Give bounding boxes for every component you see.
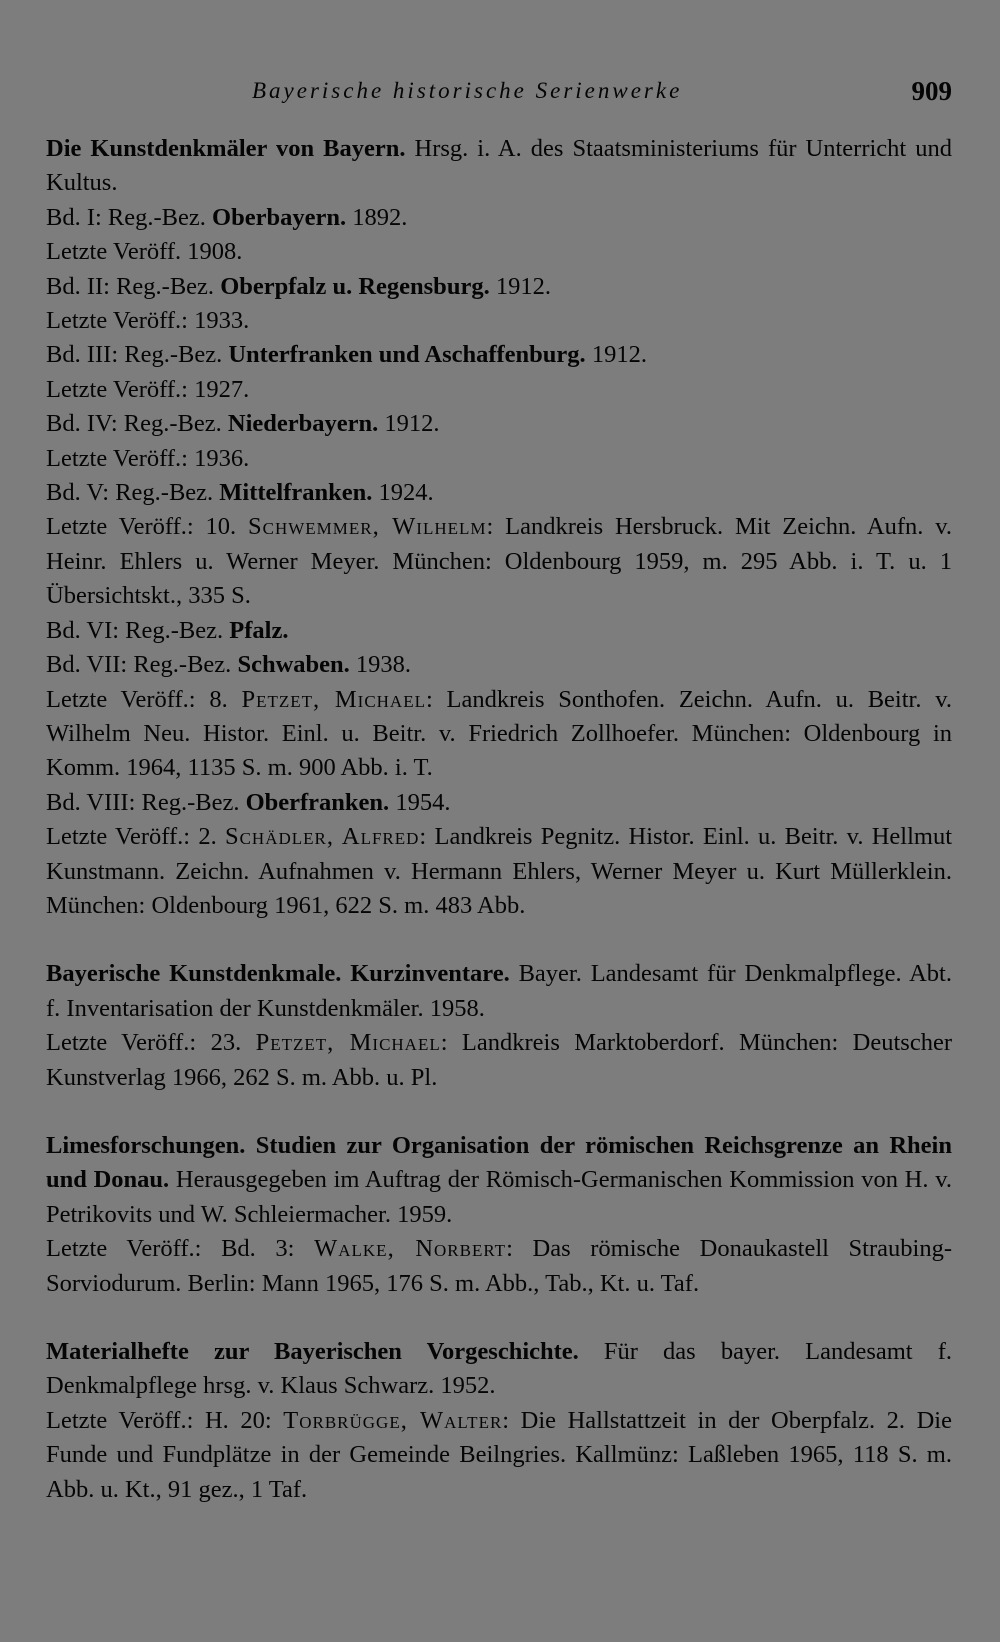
region-name: Oberfranken. xyxy=(245,788,390,816)
latest-publication: Letzte Veröff.: Bd. 3: Walke, Norbert: Das römische Donaukastell Straubing-Sorviodurum. Berlin: Mann 1965, 176 S. m. Abb., Tab., Kt. u. Taf. xyxy=(46,1235,952,1297)
series-title: Materialhefte zur Bayerischen Vorgeschichte. xyxy=(46,1338,579,1365)
volume-line: Bd. III: Reg.-Bez. Unterfranken und Aschaffenburg. 1912. xyxy=(46,341,647,369)
volume-line: Bd. II: Reg.-Bez. Oberpfalz u. Regensburg. 1912. xyxy=(46,272,551,300)
series-intro: Herausgegeben im Auftrag der Römisch-Germanischen Kommission von H. v. Petrikovits und W. Schleiermacher. 1959. xyxy=(46,1166,952,1228)
region-name: Pfalz. xyxy=(229,616,289,644)
volume-line: Bd. I: Reg.-Bez. Oberbayern. 1892. xyxy=(46,203,408,231)
region-name: Oberbayern. xyxy=(212,203,347,231)
volume-line: Bd. IV: Reg.-Bez. Niederbayern. 1912. xyxy=(46,410,440,438)
volume-line: Bd. V: Reg.-Bez. Mittelfranken. 1924. xyxy=(46,479,434,507)
entry-kunstdenkmaeler-bayern xyxy=(46,132,952,923)
series-title: Bayerische Kunstdenkmale. Kurzinventare. xyxy=(46,960,510,988)
entry-heading xyxy=(46,1335,952,1404)
series-intro: Bayer. Landesamt für Denkmalpflege. Abt. f. Inventarisation der Kunstdenkmäler. 1958. xyxy=(46,960,952,1022)
series-title: Die Kunstdenkmäler von Bayern. xyxy=(46,135,406,162)
page-header xyxy=(0,72,1000,112)
series-intro: Hrsg. i. A. des Staatsministeriums für Unterricht und Kultus. xyxy=(46,135,952,197)
author-name: Schwemmer, Wilhelm xyxy=(248,513,487,541)
entry-heading xyxy=(46,132,952,201)
latest-publication: Letzte Veröff.: 23. Petzet, Michael: Landkreis Marktoberdorf. München: Deutscher Kunstverlag 1966, 262 S. m. Abb. u. Pl. xyxy=(46,1029,953,1091)
latest-publication: Letzte Veröff.: 2. Schädler, Alfred: Landkreis Pegnitz. Histor. Einl. u. Beitr. v. Hellmut Kunstmann. Zeichn. Aufnahmen v. Hermann Ehlers, Werner Meyer u. Kurt Müllerklein. München: Oldenbourg 1961, 622 S. m. 483 Abb. xyxy=(46,823,952,919)
author-name: Petzet, Michael xyxy=(255,1029,441,1057)
author-name: Torbrügge, Walter xyxy=(283,1406,503,1434)
author-name: Walke, Norbert xyxy=(314,1235,507,1263)
region-name: Unterfranken und Aschaffenburg. xyxy=(228,341,586,369)
entry-heading xyxy=(46,957,952,1026)
latest-publication: Letzte Veröff.: 1936. xyxy=(46,444,250,472)
region-name: Mittelfranken. xyxy=(219,479,373,507)
region-name: Niederbayern. xyxy=(227,410,379,438)
series-intro: Für das bayer. Landesamt f. Denkmalpflege hrsg. v. Klaus Schwarz. 1952. xyxy=(46,1338,952,1400)
volume-line: Bd. VI: Reg.-Bez. Pfalz. xyxy=(46,616,289,644)
latest-publication: Letzte Veröff.: 8. Petzet, Michael: Landkreis Sonthofen. Zeichn. Aufn. u. Beitr. v. Wilhelm Neu. Histor. Einl. u. Beitr. v. Friedrich Zollhoefer. München: Oldenbourg in Komm. 1964, 1135 S. m. 900 Abb. i. T. xyxy=(46,685,953,782)
latest-publication: Letzte Veröff.: H. 20: Torbrügge, Walter: Die Hallstattzeit in der Oberpfalz. 2. Die Funde und Fundplätze in der Gemeinde Beilngries. Kallmünz: Laßleben 1965, 118 S. m. Abb. u. Kt., 91 gez., 1 Taf. xyxy=(46,1406,952,1503)
series-title: Limesforschungen. Studien zur Organisation der römischen Reichsgrenze an Rhein und Donau. xyxy=(46,1131,952,1194)
region-name: Schwaben. xyxy=(237,651,350,679)
page-number: 909 xyxy=(911,76,952,106)
entry-limesforschungen xyxy=(46,1129,952,1301)
entry-heading xyxy=(46,1129,952,1232)
author-name: Petzet, Michael xyxy=(241,685,426,713)
latest-publication: Letzte Veröff.: 1933. xyxy=(46,307,250,335)
author-name: Schädler, Alfred xyxy=(224,823,420,851)
latest-publication: Letzte Veröff.: 10. Schwemmer, Wilhelm: Landkreis Hersbruck. Mit Zeichn. Aufn. v. Heinr. Ehlers u. Werner Meyer. München: Oldenbourg 1959, m. 295 Abb. i. T. u. 1 Übersichtskt., 335 S. xyxy=(46,513,953,610)
entry-bayerische-kunstdenkmale xyxy=(46,957,952,1095)
running-title: Bayerische historische Serienwerke xyxy=(252,78,683,103)
volume-line: Bd. VIII: Reg.-Bez. Oberfranken. 1954. xyxy=(46,788,451,816)
region-name: Oberpfalz u. Regensburg. xyxy=(220,272,490,300)
latest-publication: Letzte Veröff. 1908. xyxy=(46,238,243,266)
entry-materialhefte xyxy=(46,1335,952,1507)
volume-line: Bd. VII: Reg.-Bez. Schwaben. 1938. xyxy=(46,651,412,679)
page-body xyxy=(46,132,952,1541)
latest-publication: Letzte Veröff.: 1927. xyxy=(46,375,250,403)
